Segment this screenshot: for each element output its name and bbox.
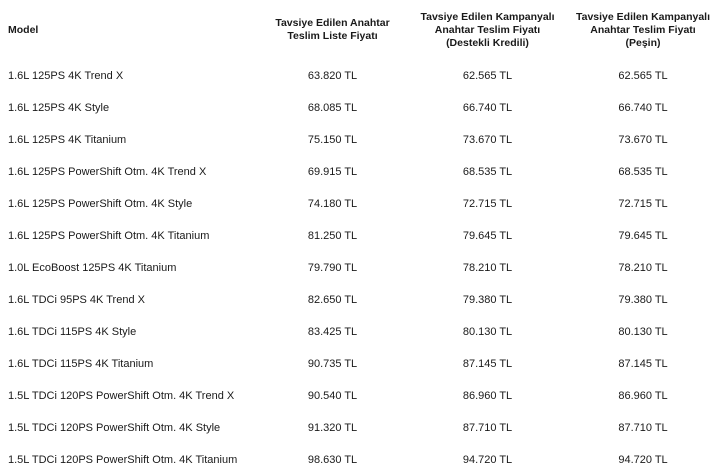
- list-price-cell: 63.820 TL: [307, 70, 358, 82]
- list-price-cell: 68.085 TL: [307, 102, 358, 114]
- campaign-cash-price-cell: 66.740 TL: [618, 102, 668, 114]
- list-price-cell: 91.320 TL: [307, 422, 358, 434]
- campaign-cash-price-cell: 62.565 TL: [618, 70, 668, 82]
- table-row: [0, 124, 720, 156]
- table-row: [0, 412, 720, 444]
- campaign-cash-price-cell: 80.130 TL: [618, 326, 668, 338]
- header-model: Model: [8, 23, 39, 36]
- list-price-cell: 75.150 TL: [307, 134, 358, 146]
- campaign-credit-price-cell: 68.535 TL: [462, 166, 513, 178]
- campaign-credit-price-cell: 86.960 TL: [462, 390, 513, 402]
- model-cell: 1.6L 125PS PowerShift Otm. 4K Style: [8, 198, 193, 210]
- price-table-header: [0, 0, 720, 60]
- table-row: [0, 444, 720, 476]
- campaign-credit-price-cell: 73.670 TL: [462, 134, 513, 146]
- campaign-credit-price-cell: 80.130 TL: [462, 326, 513, 338]
- model-cell: 1.5L TDCi 120PS PowerShift Otm. 4K Titanium: [8, 454, 238, 466]
- model-cell: 1.6L 125PS 4K Style: [8, 102, 110, 114]
- model-cell: 1.6L TDCi 115PS 4K Titanium: [8, 358, 154, 370]
- list-price-cell: 74.180 TL: [307, 198, 358, 210]
- model-cell: 1.5L TDCi 120PS PowerShift Otm. 4K Style: [8, 422, 221, 434]
- campaign-credit-price-cell: 87.710 TL: [462, 422, 513, 434]
- campaign-credit-price-cell: 79.645 TL: [462, 230, 513, 242]
- table-row: [0, 60, 720, 92]
- list-price-cell: 79.790 TL: [307, 262, 358, 274]
- table-row: [0, 156, 720, 188]
- list-price-cell: 90.540 TL: [307, 390, 358, 402]
- campaign-credit-price-cell: 78.210 TL: [462, 262, 513, 274]
- campaign-cash-price-cell: 87.145 TL: [618, 358, 668, 370]
- list-price-cell: 98.630 TL: [307, 454, 358, 466]
- list-price-cell: 82.650 TL: [307, 294, 358, 306]
- campaign-cash-price-cell: 73.670 TL: [618, 134, 668, 146]
- campaign-cash-price-cell: 68.535 TL: [618, 166, 668, 178]
- table-row: [0, 252, 720, 284]
- model-cell: 1.6L 125PS PowerShift Otm. 4K Trend X: [8, 166, 207, 178]
- model-cell: 1.6L 125PS 4K Titanium: [8, 134, 127, 146]
- campaign-credit-price-cell: 66.740 TL: [462, 102, 513, 114]
- campaign-cash-price-cell: 94.720 TL: [618, 454, 668, 466]
- model-cell: 1.6L 125PS PowerShift Otm. 4K Titanium: [8, 230, 210, 242]
- campaign-cash-price-cell: 87.710 TL: [618, 422, 668, 434]
- model-cell: 1.6L 125PS 4K Trend X: [8, 70, 124, 82]
- campaign-cash-price-cell: 79.645 TL: [618, 230, 668, 242]
- campaign-cash-price-cell: 86.960 TL: [618, 390, 668, 402]
- campaign-cash-price-cell: 78.210 TL: [618, 262, 668, 274]
- list-price-cell: 69.915 TL: [307, 166, 358, 178]
- model-cell: 1.0L EcoBoost 125PS 4K Titanium: [8, 262, 177, 274]
- model-cell: 1.6L TDCi 95PS 4K Trend X: [8, 294, 145, 306]
- table-row: [0, 220, 720, 252]
- campaign-credit-price-cell: 62.565 TL: [462, 70, 513, 82]
- model-cell: 1.6L TDCi 115PS 4K Style: [8, 326, 137, 338]
- campaign-credit-price-cell: 94.720 TL: [462, 454, 513, 466]
- header-list-price: Tavsiye Edilen Anahtar Teslim Liste Fiyatı: [275, 17, 390, 42]
- table-row: [0, 348, 720, 380]
- table-row: [0, 380, 720, 412]
- header-row: [0, 0, 720, 60]
- campaign-credit-price-cell: 79.380 TL: [462, 294, 513, 306]
- campaign-cash-price-cell: 79.380 TL: [618, 294, 668, 306]
- table-row: [0, 188, 720, 220]
- list-price-cell: 90.735 TL: [307, 358, 358, 370]
- table-row: [0, 284, 720, 316]
- price-table-body: [0, 60, 720, 476]
- model-cell: 1.5L TDCi 120PS PowerShift Otm. 4K Trend X: [8, 390, 235, 402]
- table-row: [0, 92, 720, 124]
- list-price-cell: 83.425 TL: [307, 326, 358, 338]
- list-price-cell: 81.250 TL: [307, 230, 358, 242]
- header-campaign-credit-price: Tavsiye Edilen Kampanyalı Anahtar Teslim Fiyatı (Destekli Kredili): [420, 10, 555, 49]
- campaign-credit-price-cell: 87.145 TL: [462, 358, 513, 370]
- header-campaign-cash-price: Tavsiye Edilen Kampanyalı Anahtar Teslim Fiyatı (Peşin): [575, 10, 711, 49]
- campaign-credit-price-cell: 72.715 TL: [462, 198, 513, 210]
- campaign-cash-price-cell: 72.715 TL: [618, 198, 668, 210]
- table-row: [0, 316, 720, 348]
